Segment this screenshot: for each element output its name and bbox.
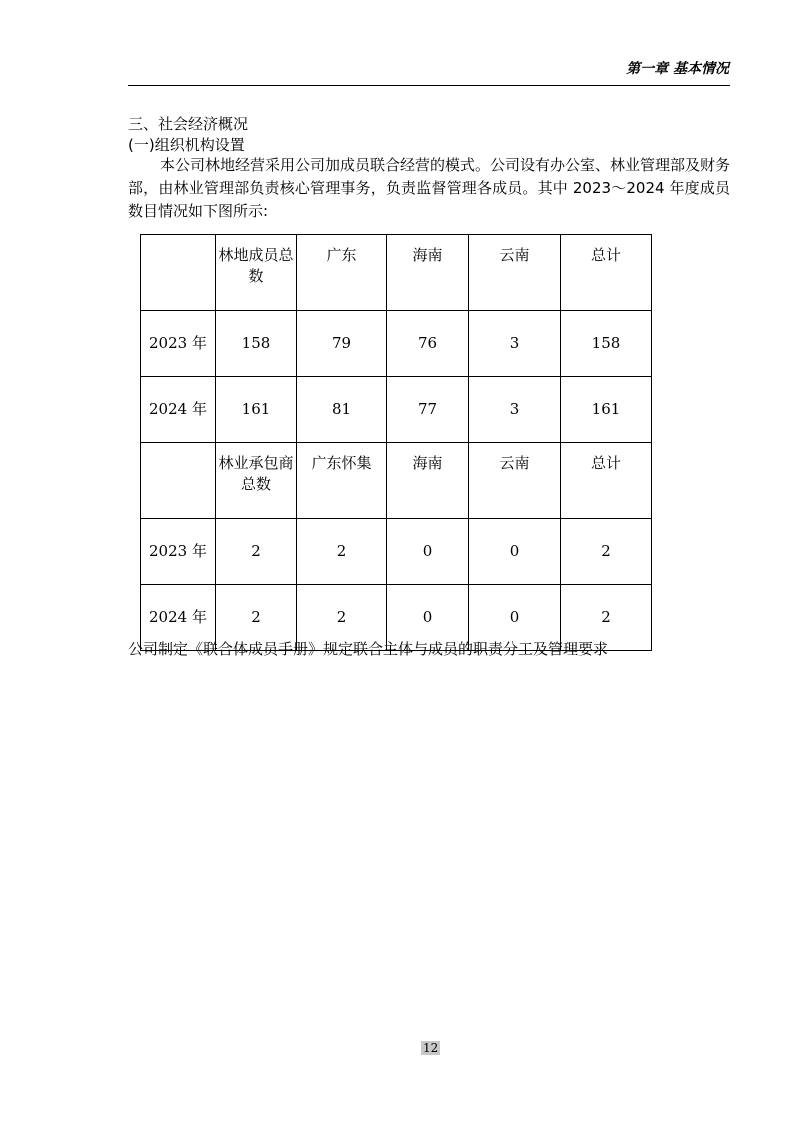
table-row	[141, 377, 652, 443]
table-header-cell: 总计	[561, 443, 652, 519]
table-cell: 0	[469, 585, 561, 651]
table-header-cell: 海南	[387, 235, 469, 311]
table-header-cell: 云南	[469, 443, 561, 519]
table-cell: 0	[387, 585, 469, 651]
closing-text: 公司制定《联合体成员手册》规定联合主体与成员的职责分工及管理要求	[128, 640, 609, 658]
table-header-cell	[141, 235, 216, 311]
table-cell: 2	[561, 519, 652, 585]
table-cell: 3	[469, 311, 561, 377]
table-header-row	[141, 235, 652, 311]
table-header-cell: 林地成员总数	[216, 235, 297, 311]
table-cell: 81	[297, 377, 387, 443]
table-row	[141, 519, 652, 585]
table-cell: 0	[469, 519, 561, 585]
table-cell: 2	[297, 519, 387, 585]
table-cell: 79	[297, 311, 387, 377]
table-cell: 2024 年	[141, 377, 216, 443]
table-cell: 2	[216, 585, 297, 651]
table-cell: 77	[387, 377, 469, 443]
table-cell: 76	[387, 311, 469, 377]
section-heading: 三、社会经济概况	[128, 115, 249, 133]
table-cell: 2	[216, 519, 297, 585]
section-paragraph: 本公司林地经营采用公司加成员联合经营的模式。公司设有办公室、林业管理部及财务部，由林业管理部负责核心管理事务，负责监督管理各成员。其中 2023～2024 年度成员数目情况如下图所示:	[128, 156, 731, 220]
page-number: 12	[423, 1041, 439, 1055]
table-header-cell: 海南	[387, 443, 469, 519]
table-header-cell: 广东	[297, 235, 387, 311]
table-header-cell: 云南	[469, 235, 561, 311]
table-cell: 158	[561, 311, 652, 377]
table-cell: 161	[216, 377, 297, 443]
table-cell: 161	[561, 377, 652, 443]
table-header-cell: 总计	[561, 235, 652, 311]
header-divider	[128, 85, 730, 86]
chapter-header: 第一章 基本情况	[626, 61, 729, 77]
table-cell: 0	[387, 519, 469, 585]
table-cell: 2	[561, 585, 652, 651]
table-cell: 158	[216, 311, 297, 377]
table-cell: 2023 年	[141, 311, 216, 377]
table-header-cell: 广东怀集	[297, 443, 387, 519]
table-cell: 2024 年	[141, 585, 216, 651]
table-cell: 2	[297, 585, 387, 651]
table-row	[141, 311, 652, 377]
table-cell: 2023 年	[141, 519, 216, 585]
table-header-row	[141, 443, 652, 519]
section-subheading: (一)组织机构设置	[128, 136, 245, 154]
table-header-cell	[141, 443, 216, 519]
table-header-cell: 林业承包商总数	[216, 443, 297, 519]
member-count-table	[140, 234, 652, 651]
table-cell: 3	[469, 377, 561, 443]
